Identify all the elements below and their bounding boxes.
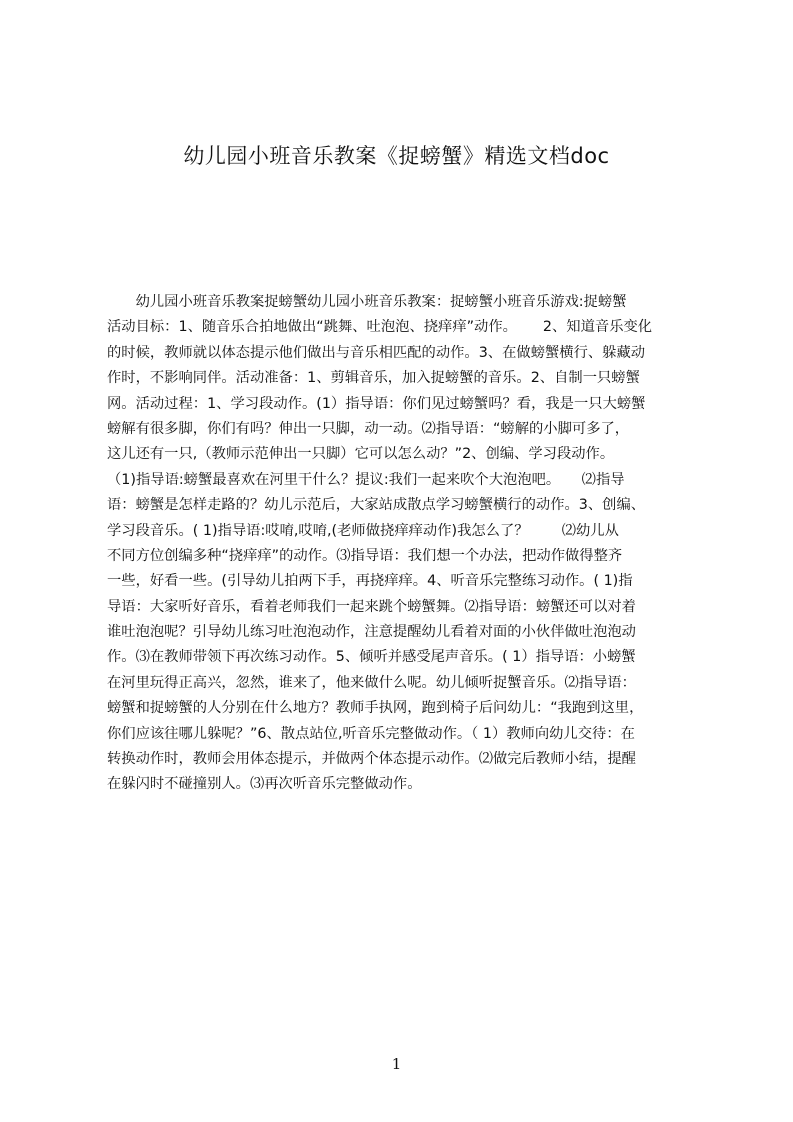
body-line: 语：螃蟹是怎样走路的？幼儿示范后，大家站成散点学习螃蟹横行的动作。3、创编、 <box>107 497 646 514</box>
body-line: 的时候，教师就以体态提示他们做出与音乐相匹配的动作。3、在做螃蟹横行、躲藏动 <box>107 344 646 361</box>
body-line: 幼儿园小班音乐教案捉螃蟹幼儿园小班音乐教案：捉螃蟹小班音乐游戏:捉螃蟹 <box>107 294 627 310</box>
body-line: 学习段音乐。( 1)指导语:哎唷,哎唷,(老师做挠痒痒动作)我怎么了？ ⑵幼儿从 <box>107 522 619 539</box>
body-line: 活动目标：1、随音乐合拍地做出“跳舞、吐泡泡、挠痒痒”动作。 2、知道音乐变化 <box>107 319 653 336</box>
body-line: 作。⑶在教师带领下再次练习动作。5、倾听并感受尾声音乐。( 1）指导语：小螃蟹 <box>107 649 636 666</box>
body-line: 导语：大家听好音乐，看着老师我们一起来跳个螃蟹舞。⑵指导语：螃蟹还可以对着 <box>107 598 636 615</box>
body-line: 在躲闪时不碰撞别人。⑶再次听音乐完整做动作。 <box>107 776 422 793</box>
body-line: 网。活动过程：1、学习段动作。(1）指导语：你们见过螃蟹吗？看，我是一只大螃蟹 <box>107 395 646 412</box>
page-number: 1 <box>391 1055 402 1073</box>
body-line: 你们应该往哪儿躲呢？”6、散点站位,听音乐完整做动作。（ 1）教师向幼儿交待：在 <box>107 725 635 742</box>
document-title: 幼儿园小班音乐教案《捉螃蟹》精选文档doc <box>183 144 610 168</box>
body-line: 螃蟹和捉螃蟹的人分别在什么地方？教师手执网，跑到椅子后问幼儿：“我跑到这里， <box>107 700 644 717</box>
body-line: 谁吐泡泡呢？引导幼儿练习吐泡泡动作，注意提醒幼儿看着对面的小伙伴做吐泡泡动 <box>107 624 636 641</box>
body-line: （1)指导语:螃蟹最喜欢在河里干什么？提议:我们一起来吹个大泡泡吧。 ⑵指导 <box>107 471 625 488</box>
body-line: 在河里玩得正高兴，忽然，谁来了，他来做什么呢。幼儿倾听捉蟹音乐。⑵指导语： <box>107 674 636 691</box>
body-line: 不同方位创编多种“挠痒痒”的动作。⑶指导语：我们想一个办法，把动作做得整齐 <box>107 547 623 564</box>
body-line: 螃解有很多脚，你们有吗？伸出一只脚，动一动。⑵指导语：“螃解的小脚可多了， <box>107 420 630 437</box>
body-line: 这儿还有一只,（教师示范伸出一只脚）它可以怎么动？”2、创编、学习段动作。 <box>107 446 615 463</box>
body-line: 转换动作时，教师会用体态提示，并做两个体态提示动作。⑵做完后教师小结，提醒 <box>107 751 636 768</box>
body-line: 一些，好看一些。(引导幼儿拍两下手，再挠痒痒。4、听音乐完整练习动作。( 1)指 <box>107 573 633 590</box>
body-line: 作时，不影响同伴。活动准备：1、剪辑音乐，加入捉螃蟹的音乐。2、自制一只螃蟹 <box>107 370 640 387</box>
document-body <box>107 290 697 830</box>
